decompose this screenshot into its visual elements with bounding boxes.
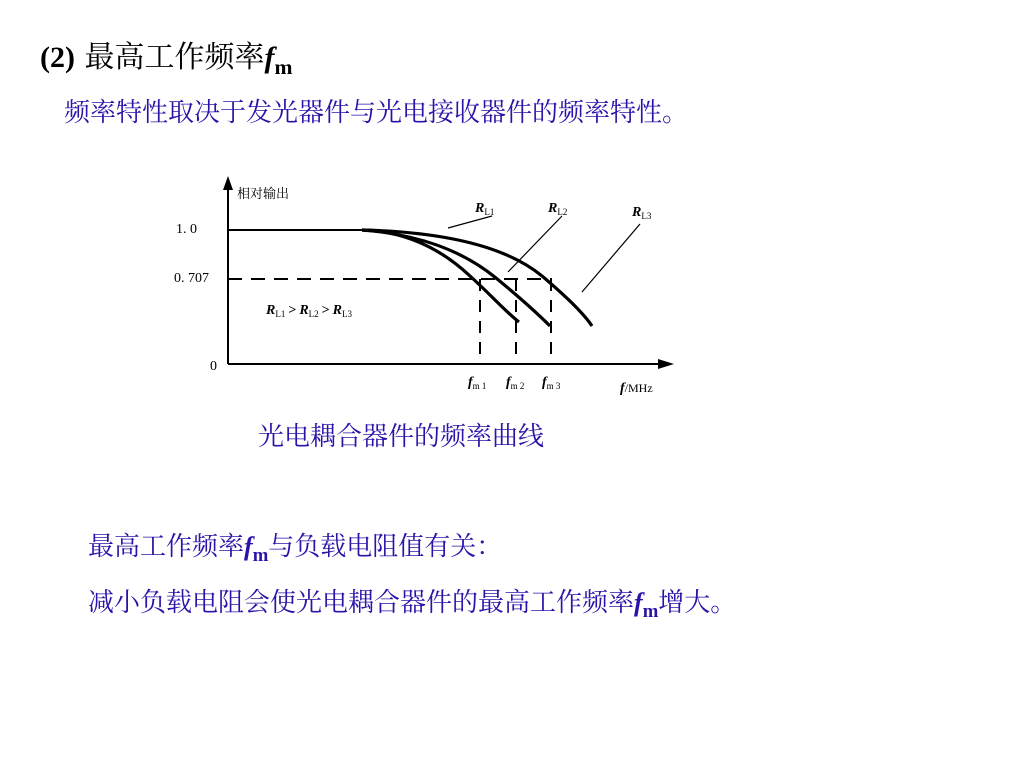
title-sub: m [274,54,293,79]
title-number: (2) [40,41,75,74]
fm3-label: $f_{m 3}$ [542,375,561,391]
note1-before: 最高工作频率 [88,532,245,562]
ytick-0: 0 [210,359,217,374]
ytick-0707: 0. 707 [174,271,209,286]
frequency-curve-svg [170,168,690,408]
frequency-figure [170,168,690,408]
fm1-label: $f_{m 1}$ [468,375,487,391]
x-axis-label: f/MHz [620,381,653,396]
y-axis-arrow-icon [223,176,233,190]
note2-var: f [634,588,643,617]
intro-text: 频率特性取决于发光器件与光电接收器件的频率特性。 [64,98,689,128]
title-var: f [264,41,275,74]
inequality-label: $R_{L1} > R_{L2} > R_{L3}$ [266,303,352,319]
title-text: 最高工作频率 [84,40,265,75]
note2-before: 减小负载电阻会使光电耦合器件的最高工作频率 [88,588,635,618]
slide-title [40,38,293,80]
note-line-2 [88,586,736,623]
curve-label-rl3: $R_{L3}$ [632,205,652,221]
x-axis-arrow-icon [658,359,674,369]
note-line-1 [88,530,502,567]
leader-rl1 [448,216,492,228]
note1-sub: m [252,544,269,566]
ytick-1: 1. 0 [176,222,197,237]
leader-rl3 [582,224,640,292]
note2-sub: m [642,600,659,622]
fm2-label: $f_{m 2}$ [506,375,525,391]
y-axis-label: 相对输出 [237,187,290,202]
note1-var: f [244,532,253,561]
curve-label-rl1: $R_{L1}$ [475,201,495,217]
note2-after: 增大。 [658,588,737,618]
leader-rl2 [508,216,562,272]
note1-after: 与负载电阻值有关： [268,532,503,562]
curve-label-rl2: $R_{L2}$ [548,201,568,217]
figure-caption: 光电耦合器件的频率曲线 [258,422,545,452]
